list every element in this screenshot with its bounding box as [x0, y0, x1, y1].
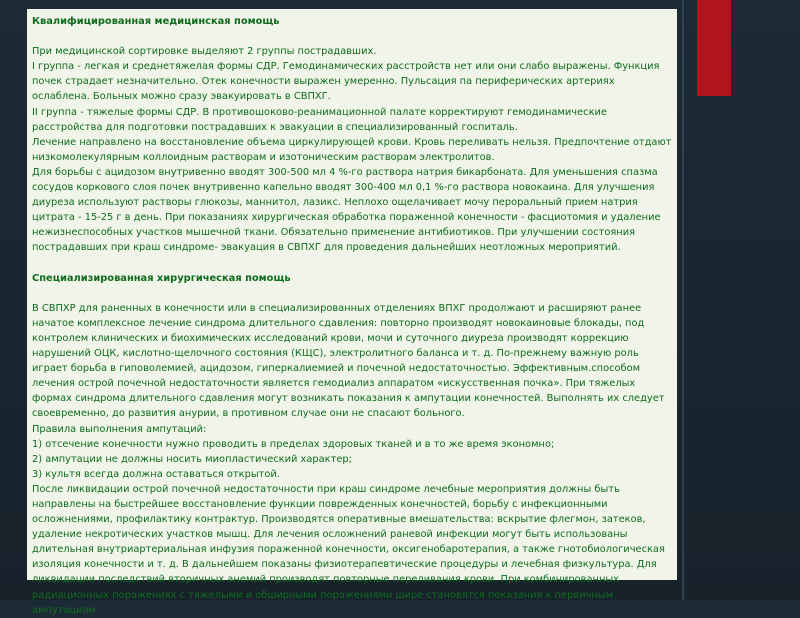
spacer — [32, 256, 673, 271]
slide-accent-tab — [697, 0, 731, 96]
slide-divider-line — [682, 0, 684, 600]
section-qualified-care: При медицинской сортировке выделяют 2 группы пострадавших. I группа - легкая и среднетяжелая формы СДР. Гемодинамических расстройств нет или они слабо выражены. Функция почек страдает незначительно. Отек конечности выражен умеренно. Пульсация па периферических артериях ослаблена. Больных можно сразу эвакуировать в СВПХГ. II группа - тяжелые формы СДР. В противошоково-реанимационной палате корректируют гемодинамические расстройства для подготовки пострадавших к эвакуации в специализированный госпиталь. Лечение направлено на восстановление объема циркулирующей крови. Кровь переливать нельзя. Предпочтение отдают низкомолекулярным коллоидным растворам и изотоническим растворам электролитов. Для борьбы с ацидозом внутривенно вводят 300-500 мл 4 %-го раствора натрия бикарбоната. Для уменьшения спазма сосудов коркового слоя почек внутривенно капельно вводят 300-400 мл 0,1 %-го раствора новокаина. Для улучшения диуреза используют растворы глюкозы, маннитол, лазикс. Неплохо ощелачивает мочу пероральный прием натрия цитрата - 15-25 г в день. При показаниях хирургическая обработка пораженной конечности - фасциотомия и удаление нежизнеспособных участков мышечной ткани. Обязательно применение антибиотиков. При улучшении состояния пострадавших при краш синдроме- эвакуация в СВПХГ для проведения дальнейших неотложных мероприятий. — [32, 46, 672, 254]
heading-qualified-care: Квалифицированная медицинская помощь — [32, 16, 280, 27]
document-panel — [27, 9, 677, 616]
heading-specialized-care: Специализированная хирургическая помощь — [32, 272, 291, 284]
spacer — [32, 286, 673, 301]
spacer — [32, 29, 673, 44]
section-specialized-care: В СВПХР для раненных в конечности или в специализированных отделениях ВПХГ продолжают и расширяют ранее начатое комплексное лечение синдрома длительного сдавления: повторно производят новокаиновые блокады, под контролем клинических и биохимических исследований крови, мочи и суточного диуреза производят коррекцию нарушений ОЦК, кислотно-щелочного состояния (КЩС), электролитного баланса и т. д. По-прежнему важную роль играет борьба в гиповолемией, ацидозом, гиперкалиемией и почечной недостаточностью. Эффективным.способом лечения острой почечной недостаточности является гемодиализ аппаратом «искусственная почка». При тяжелых формах синдрома длительного сдавления могут возникать показания к ампутации конечностей. Выполнять их следует своевременно, до развития анурии, в противном случае они не спасают больного. Правила выполнения ампутаций: 1) отсечение конечности нужно проводить в пределах здоровых тканей и в то же время экономно; 2) ампутации не должны носить миопластический характер; 3) культя всегда должна оставаться открытой. После ликвидации острой почечной недостаточности при краш синдроме лечебные мероприятия должны быть направлены на быстрейшее восстановление функции поврежденных конечностей, борьбу с инфекционными осложнениями, профилактику контрактур. Производятся оперативные вмешательства: вскрытие флегмон, затеков, удаление некротических участков мышц. Для лечения осложнений раневой инфекции могут быть использованы длительная внутриартериальная инфузия пораженной конечности, оксигенобаротерапия, а также гнотобиологическая изоляция конечности и т. д. В дальнейшем показаны физиотерапевтические процедуры и лечебная физкультура. Для ликвидации последствий вторичных анемий производят повторные переливания крови. При комбинированных радиационных поражениях с тяжелыми и обширными поражениями шире становятся показания к первичным ампутациям. — [32, 302, 665, 616]
